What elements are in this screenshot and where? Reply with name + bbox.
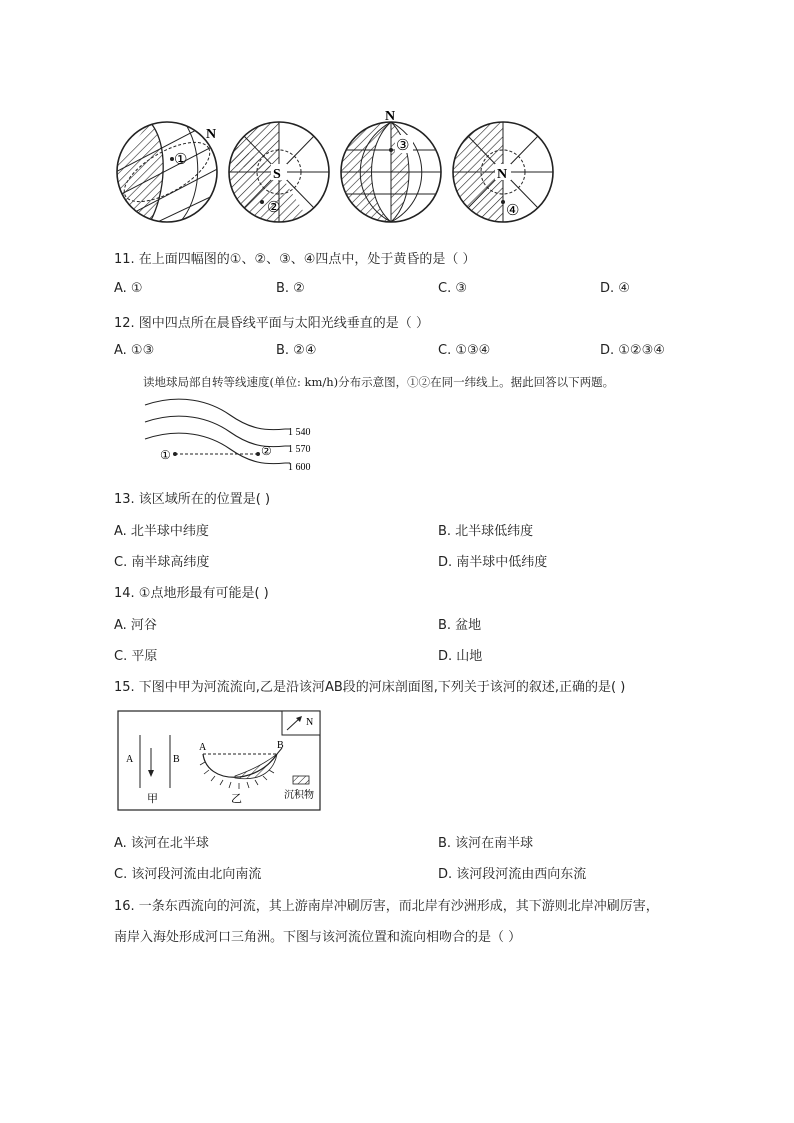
q16-stem-line-1: 16. 一条东西流向的河流，其上游南岸冲刷厉害，而北岸有沙洲形成，其下游则北岸冲刷厉害， xyxy=(114,899,659,914)
north-label: N xyxy=(306,717,314,728)
q12-option-a[interactable]: A. ①③ xyxy=(114,343,155,358)
globe-3 xyxy=(341,109,441,222)
q14-option-b[interactable]: B. 盆地 xyxy=(438,618,482,633)
q15-option-c[interactable]: C. 该河段河流由北向南流 xyxy=(114,867,262,882)
globe-4-point-label: ④ xyxy=(506,203,520,219)
passage-intro: 读地球局部自转等线速度(单位: km/h)分布示意图，①②在同一纬线上。据此回答以下两题。 xyxy=(143,375,615,389)
q13-option-c[interactable]: C. 南半球高纬度 xyxy=(114,555,210,570)
q15-option-d[interactable]: D. 该河段河流由西向东流 xyxy=(438,867,587,882)
isoline-label-1600: 1 600 xyxy=(288,462,311,473)
profile-a-label: A xyxy=(199,742,207,753)
globe-3-north-label: N xyxy=(385,109,396,124)
q16-stem-line-2: 南岸入海处形成河口三角洲。下图与该河流位置和流向相吻合的是（ ） xyxy=(114,930,522,945)
sediment-legend-label: 沉积物 xyxy=(284,790,314,801)
globes-figure xyxy=(110,105,560,230)
globe-4-north-label: N xyxy=(497,167,508,182)
q12-option-b[interactable]: B. ②④ xyxy=(276,343,317,358)
river-bank-b-label: B xyxy=(173,754,180,765)
globe-1-point-label: ① xyxy=(174,152,188,168)
q13-option-d[interactable]: D. 南半球中低纬度 xyxy=(438,555,548,570)
yi-label: 乙 xyxy=(231,792,242,805)
q15-option-a[interactable]: A. 该河在北半球 xyxy=(114,836,209,851)
isoline-label-1570: 1 570 xyxy=(288,444,311,455)
river-bank-a-label: A xyxy=(126,754,134,765)
map-point-2-label: ② xyxy=(261,444,272,458)
q12-option-c[interactable]: C. ①③④ xyxy=(438,343,491,358)
q15-option-b[interactable]: B. 该河在南半球 xyxy=(438,836,534,851)
globe-3-point-dot xyxy=(389,148,393,152)
isoline-label-1540: 1 540 xyxy=(288,427,311,438)
map-point-1-label: ① xyxy=(160,448,171,462)
q14-stem: 14. ①点地形最有可能是( ) xyxy=(114,586,269,601)
river-figure xyxy=(117,710,322,812)
jia-label: 甲 xyxy=(147,792,158,805)
globe-2 xyxy=(229,122,329,222)
globe-1-north-label: N xyxy=(206,127,217,142)
q13-option-a[interactable]: A. 北半球中纬度 xyxy=(114,524,209,539)
q11-option-b[interactable]: B. ② xyxy=(276,281,305,296)
sediment-legend-swatch xyxy=(293,776,309,784)
globe-3-point-label: ③ xyxy=(396,138,410,154)
q11-option-d[interactable]: D. ④ xyxy=(600,281,630,296)
speed-isoline-map xyxy=(140,397,320,477)
globe-1 xyxy=(110,115,225,230)
q11-stem: 11. 在上面四幅图的①、②、③、④四点中，处于黄昏的是（ ） xyxy=(114,252,476,267)
map-point-1-dot xyxy=(173,452,177,456)
q14-option-c[interactable]: C. 平原 xyxy=(114,649,158,664)
globe-4-point-dot xyxy=(501,200,505,204)
q12-stem: 12. 图中四点所在晨昏线平面与太阳光线垂直的是（ ） xyxy=(114,316,429,331)
globe-2-point-dot xyxy=(260,200,264,204)
map-point-2-dot xyxy=(256,452,260,456)
q11-option-c[interactable]: C. ③ xyxy=(438,281,467,296)
globe-4 xyxy=(453,122,553,222)
q14-option-d[interactable]: D. 山地 xyxy=(438,649,483,664)
q13-stem: 13. 该区域所在的位置是( ) xyxy=(114,492,271,507)
globe-2-point-label: ② xyxy=(267,200,281,216)
q14-option-a[interactable]: A. 河谷 xyxy=(114,618,157,633)
q15-stem: 15. 下图中甲为河流流向,乙是沿该河AB段的河床剖面图,下列关于该河的叙述,正确的是( ) xyxy=(114,680,626,695)
globe-2-south-label: S xyxy=(273,167,281,182)
q13-option-b[interactable]: B. 北半球低纬度 xyxy=(438,524,534,539)
q11-option-a[interactable]: A. ① xyxy=(114,281,143,296)
profile-b-label: B xyxy=(277,740,284,751)
q12-option-d[interactable]: D. ①②③④ xyxy=(600,343,665,358)
